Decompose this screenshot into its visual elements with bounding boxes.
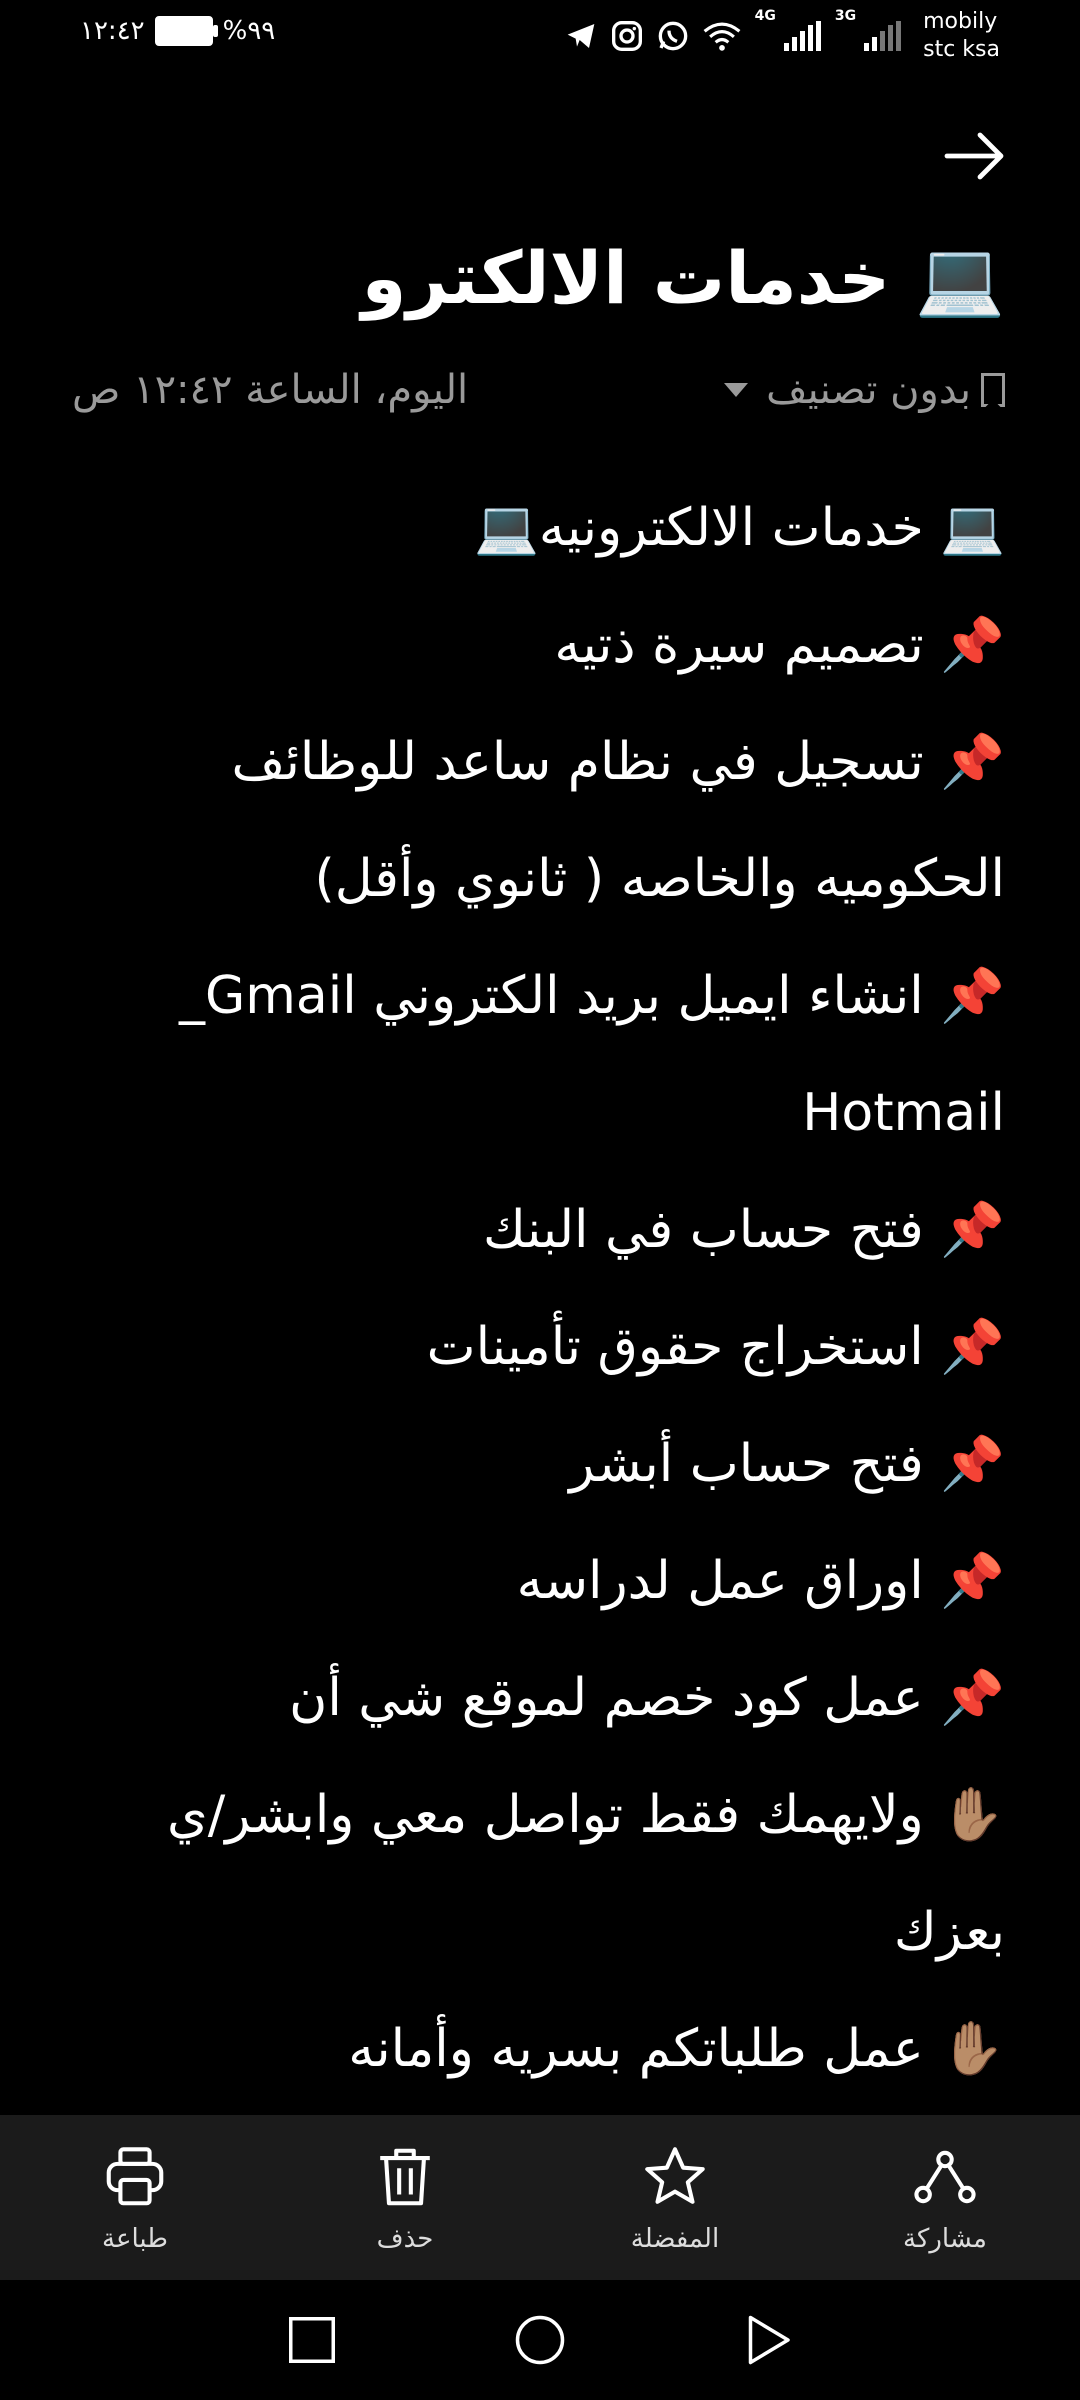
note-line: 📌 فتح حساب في البنك	[482, 1200, 1005, 1260]
bookmark-icon	[981, 373, 1005, 407]
trash-icon	[370, 2142, 440, 2212]
note-body[interactable]	[75, 470, 1005, 2108]
clock: ١٢:٤٢	[80, 16, 145, 46]
recent-apps-icon[interactable]	[282, 2310, 342, 2370]
carrier-2: stc ksa	[923, 37, 1000, 62]
whatsapp-icon	[657, 20, 689, 52]
note-meta	[72, 360, 1005, 420]
battery-icon	[155, 16, 213, 46]
note-line: 💻 خدمات الالكترونيه💻	[474, 498, 1005, 558]
instagram-icon	[611, 20, 643, 52]
favorite-label: المفضلة	[630, 2223, 720, 2254]
bottom-toolbar	[0, 2115, 1080, 2280]
network-type-2: 3G	[834, 8, 857, 24]
signal-icon-2	[864, 21, 901, 51]
battery-level: %٩٩	[222, 16, 276, 46]
note-line: ✋🏽 عمل طلباتكم بسريه وأمانه	[348, 2019, 1005, 2079]
share-icon	[910, 2142, 980, 2212]
wifi-icon	[703, 20, 741, 52]
chevron-down-icon	[724, 383, 748, 397]
system-navigation-bar	[0, 2280, 1080, 2400]
back-arrow-icon[interactable]	[938, 120, 1010, 192]
note-line: الحكوميه والخاصه ( ثانوي وأقل)	[314, 849, 1005, 909]
delete-label: حذف	[376, 2223, 434, 2254]
note-line: Hotmail	[802, 1083, 1005, 1143]
print-button[interactable]	[0, 2115, 270, 2280]
print-label: طباعة	[102, 2223, 168, 2254]
telegram-icon	[565, 20, 597, 52]
note-line: بعزك	[893, 1902, 1005, 1962]
back-nav-icon[interactable]	[738, 2310, 798, 2370]
share-button[interactable]	[810, 2115, 1080, 2280]
status-left	[80, 16, 275, 46]
note-line: 📌 تصميم سيرة ذتيه	[554, 615, 1005, 675]
status-bar	[0, 0, 1080, 70]
star-icon	[640, 2142, 710, 2212]
status-right	[565, 8, 1000, 64]
printer-icon	[100, 2142, 170, 2212]
note-timestamp: اليوم، الساعة ١٢:٤٢ ص	[72, 367, 469, 413]
share-label: مشاركة	[903, 2223, 987, 2254]
carrier-1: mobily	[923, 9, 998, 34]
note-line: 📌 تسجيل في نظام ساعد للوظائف	[231, 732, 1005, 792]
note-line: 📌 فتح حساب أبشر	[569, 1434, 1005, 1494]
delete-button[interactable]	[270, 2115, 540, 2280]
note-line: 📌 عمل كود خصم لموقع شي أن	[289, 1668, 1005, 1728]
home-icon[interactable]	[510, 2310, 570, 2370]
signal-icon	[784, 21, 821, 51]
note-line: 📌 استخراج حقوق تأمينات	[426, 1317, 1005, 1377]
category-label: بدون تصنيف	[766, 367, 971, 413]
favorite-button[interactable]	[540, 2115, 810, 2280]
category-selector[interactable]	[724, 367, 1005, 413]
note-line: 📌 انشاء ايميل بريد الكتروني Gmail_	[178, 966, 1005, 1026]
note-line: 📌 اوراق عمل لدراسه	[516, 1551, 1005, 1611]
carrier-names	[923, 8, 1000, 64]
page-title[interactable]: 💻 خدمات الالكترو	[361, 236, 1005, 320]
network-type-1: 4G	[754, 8, 776, 24]
note-line: ✋🏽 ولايهمك فقط تواصل معي وابشر/ي	[167, 1785, 1005, 1845]
